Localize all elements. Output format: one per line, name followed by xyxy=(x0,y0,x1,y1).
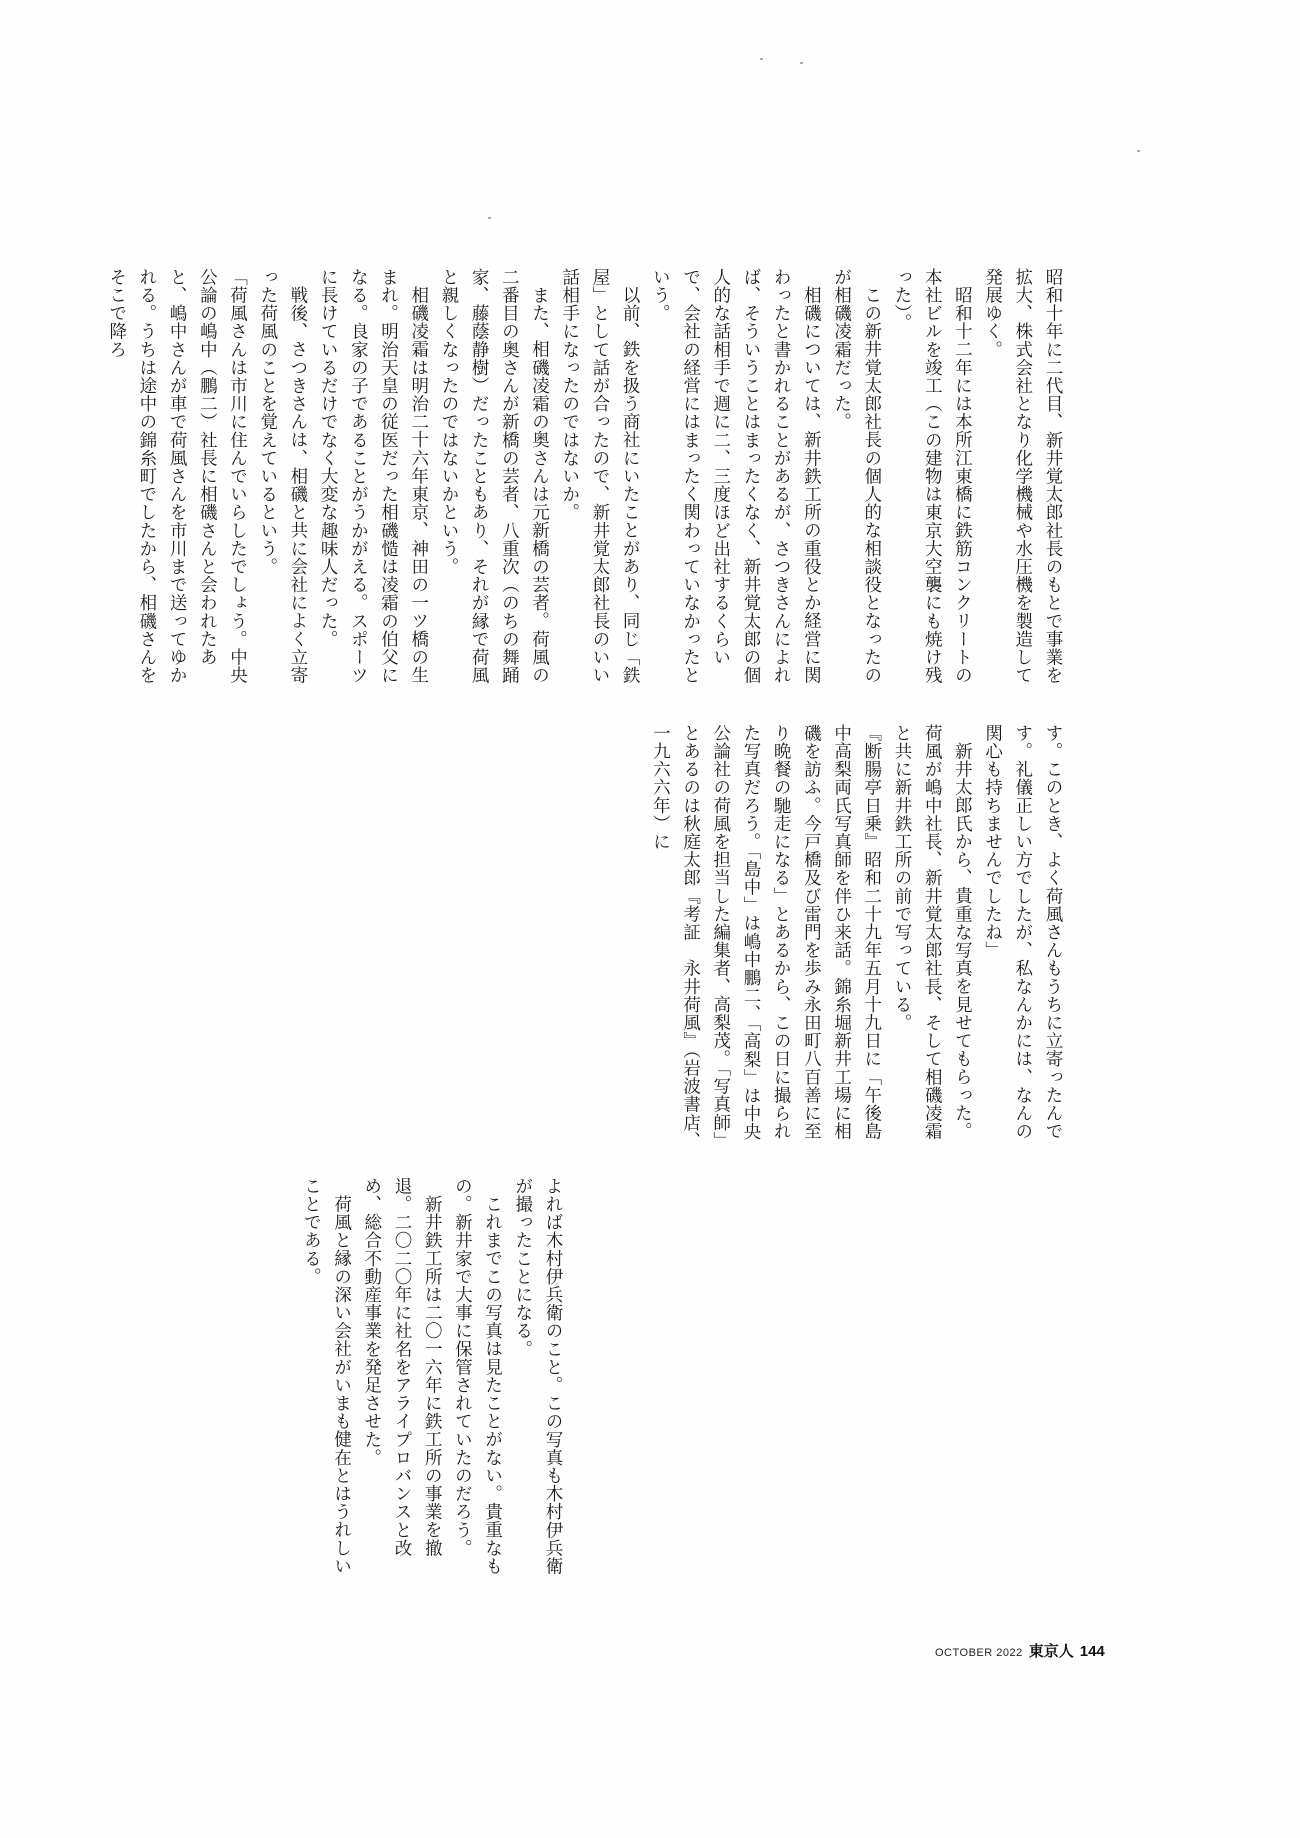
scan-speck xyxy=(488,217,491,219)
paragraph: 戦後、さつきさんは、相磯と共に会社によく立寄った荷風のことを覚えているという。 xyxy=(257,268,308,684)
paragraph: 昭和十年に二代目、新井覚太郎社長のもとで事業を拡大、株式会社となり化学機械や水圧機を製造して発展ゆく。 xyxy=(982,268,1063,685)
paragraph: この新井覚太郎社長の個人的な相談役となったのが相磯凌霜だった。 xyxy=(831,268,882,684)
page-footer xyxy=(935,1640,1105,1661)
article-middle-block xyxy=(163,724,1068,1152)
magazine-title: 東京人 xyxy=(1028,1642,1074,1660)
paragraph: 新井鉄工所は二〇一六年に鉄工所の事業を撤退。二〇二〇年に社名をアライプロバンスと改め、総合不動産事業を発足させた。 xyxy=(361,1177,443,1558)
paragraph: また、相磯凌霜の奥さんは元新橋の芸者。荷風の二番目の奥さんが新橋の芸者、八重次（のちの舞踊家、藤蔭静樹）だったこともあり、それが縁で荷風と親しくなったのではないかという。 xyxy=(438,268,550,685)
paragraph: 昭和十二年には本所江東橋に鉄筋コンクリートの本社ビルを竣工（この建物は東京大空襲にも焼け残った）。 xyxy=(891,268,973,685)
article-lower-block xyxy=(300,1177,568,1592)
paragraph: これまでこの写真は見たことがない。貴重なもの。新井家で大事に保管されていたのだろう。 xyxy=(452,1177,503,1575)
paragraph: す。このとき、よく荷風さんもうちに立寄ったんです。礼儀正しい方でしたが、私なんかには、なんの関心も持ちませんでしたね」 xyxy=(982,724,1063,1141)
scan-speck xyxy=(760,58,763,60)
paragraph: 相磯凌霜は明治二十六年東京、神田の一ツ橋の生まれ。明治天皇の従医だった相磯慥は凌霜の伯父になる。良家の子であることがうかがえる。スポーツに長けているだけでなく大変な趣味人だった。 xyxy=(318,268,429,685)
paragraph: 荷風と縁の深い会社がいまも健在とはうれしいことである。 xyxy=(301,1177,352,1575)
scan-speck xyxy=(800,62,803,64)
paragraph: 『断腸亭日乗』昭和二十九年五月十九日に「午後島中高梨両氏写真師を伴ひ来話。錦糸堀新井工場に相磯を訪ふ。今戸橋及び雷門を歩み永田町八百善に至り晩餐の馳走になる」とあるから、この日に撮られた写真だろう。「島中」は嶋中鵬二、「高梨」は中央公論社の荷風を担当した編集者、高梨茂。「写真師」とあるのは秋庭太郎『考証 永井荷風』（岩波書店、一九六六年）に xyxy=(650,724,882,1150)
paragraph: よれば木村伊兵衛のこと。この写真も木村伊兵衛が撮ったことになる。 xyxy=(512,1177,563,1576)
issue-date: OCTOBER 2022 xyxy=(935,1647,1023,1659)
paragraph: 新井太郎氏から、貴重な写真を見せてもらった。荷風が嶋中社長、新井覚太郎社長、そして相磯凌霜と共に新井鉄工所の前で写っている。 xyxy=(891,724,973,1141)
paragraph: 相磯については、新井鉄工所の重役とか経営に関わったと書かれることがあるが、さつきさんによれば、そういうことはまったくなく、新井覚太郎の個人的な話相手で週に二、三度ほど出社するくらいで、会社の経営にはまったく関わっていなかったという。 xyxy=(650,268,822,685)
paragraph: 以前、鉄を扱う商社にいたことがあり、同じ「鉄屋」として話が合ったので、新井覚太郎社長のいい話相手になったのではないか。 xyxy=(559,268,641,685)
article-upper-block xyxy=(106,268,1068,696)
page-number: 144 xyxy=(1079,1643,1105,1660)
scan-speck xyxy=(1137,150,1140,152)
paragraph: 「荷風さんは市川に住んでいらしたでしょう。中央公論の嶋中（鵬二）社長に相磯さんと会われたあと、嶋中さんが車で荷風さんを市川まで送ってゆかれる。うちは途中の錦糸町でしたから、相磯さんをそこで降ろ xyxy=(106,268,248,685)
